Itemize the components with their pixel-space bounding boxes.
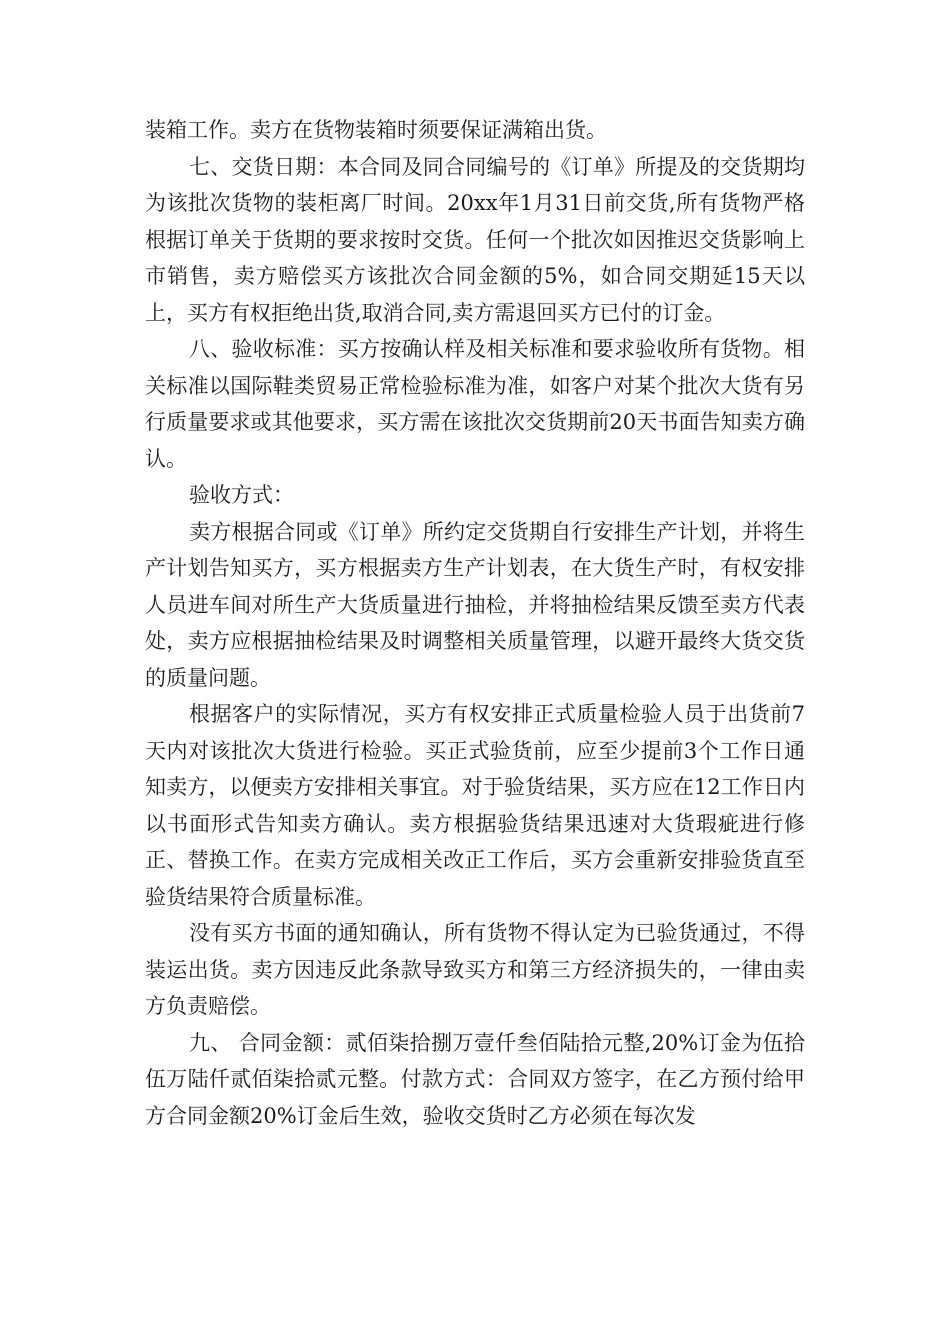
document-body [145,112,805,1134]
paragraph-production-plan: 卖方根据合同或《订单》所约定交货期自行安排生产计划，并将生产计划告知买方，买方根据卖方生产计划表，在大货生产时，有权安排人员进车间对所生产大货质量进行抽检，并将抽检结果反馈至卖方代表处，卖方应根据抽检结果及时调整相关质量管理，以避开最终大货交货的质量问题。 [145,519,805,690]
paragraph-delivery-date: 七、交货日期：本合同及同合同编号的《订单》所提及的交货期均为该批次货物的装柜离厂时间。20xx年1月31日前交货,所有货物严格根据订单关于货期的要求按时交货。任何一个批次如因推迟交货影响上市销售，卖方赔偿买方该批次合同金额的5%，如合同交期延15天以上，买方有权拒绝出货,取消合同,卖方需退回买方已付的订金。 [145,154,805,325]
paragraph-shipment-confirmation: 没有买方书面的通知确认，所有货物不得认定为已验货通过，不得装运出货。卖方因违反此条款导致买方和第三方经济损失的，一律由卖方负责赔偿。 [145,921,805,1018]
paragraph-packing-continued: 装箱工作。卖方在货物装箱时须要保证满箱出货。 [145,118,607,142]
paragraph-acceptance-standard: 八、验收标准：买方按确认样及相关标准和要求验收所有货物。相关标准以国际鞋类贸易正常检验标准为准，如客户对某个批次大货有另行质量要求或其他要求，买方需在该批次交货期前20天书面告知卖方确认。 [145,337,805,471]
paragraph-inspection: 根据客户的实际情况，买方有权安排正式质量检验人员于出货前7天内对该批次大货进行检验。买正式验货前，应至少提前3个工作日通知卖方，以便卖方安排相关事宜。对于验货结果，买方应在12工作日内以书面形式告知卖方确认。卖方根据验货结果迅速对大货瑕疵进行修正、替换工作。在卖方完成相关改正工作后，买方会重新安排验货直至验货结果符合质量标准。 [145,702,805,909]
paragraph-contract-amount: 九、 合同金额：贰佰柒拾捌万壹仟叁佰陆拾元整,20%订金为伍拾伍万陆仟贰佰柒拾贰元整。付款方式：合同双方签字，在乙方预付给甲方合同金额20%订金后生效，验收交货时乙方必须在每次发 [145,1030,805,1128]
paragraph-acceptance-method-heading: 验收方式： [189,483,294,507]
